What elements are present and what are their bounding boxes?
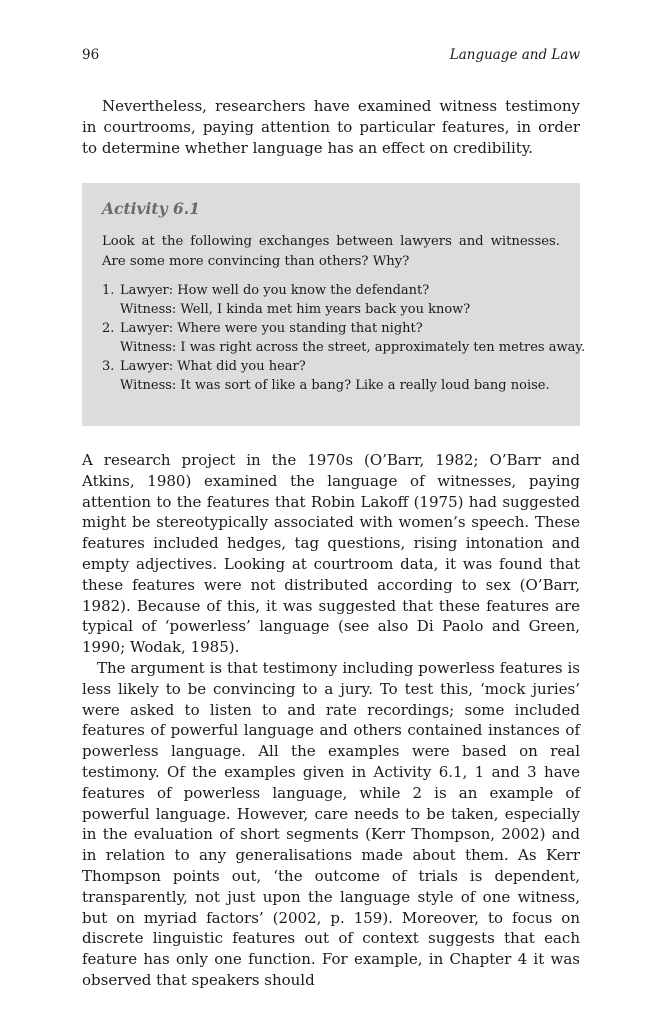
lawyer-line: Lawyer: What did you hear? [120,359,306,374]
exchange-item [102,281,560,319]
body-text [82,450,580,991]
witness-line: Witness: Well, I kinda met him years back you know? [120,302,471,317]
body-paragraph-1: A research project in the 1970s (O’Barr, 1982; O’Barr and Atkins, 1980) examined the language of witnesses, paying attention to the features that Robin Lakoff (1975) had suggested might be stereotypically associated with women’s speech. These features included hedges, tag questions, rising intonation and empty adjectives. Looking at courtroom data, it was found that these features were not distributed according to sex (O’Barr, 1982). Because of this, it was suggested that these features are typical of ‘powerless’ language (see also Di Paolo and Green, 1990; Wodak, 1985). [82,451,580,657]
exchange-item [102,319,586,357]
exchange-list [102,281,586,395]
running-head: Language and Law [449,47,580,63]
activity-prompt: Look at the following exchanges between lawyers and witnesses. Are some more convincing than others? Why? [102,234,560,269]
page-number: 96 [82,47,100,63]
body-paragraph-2: The argument is that testimony including powerless features is less likely to be convincing to a jury. To test this, ‘mock juries’ were asked to listen to and rate recordings; some included features of powerful language and others contained instances of powerless language. All the examples were based on real testimony. Of the examples given in Activity 6.1, 1 and 3 have features of powerless language, while 2 is an example of powerful language. However, care needs to be taken, especially in the evaluation of short segments (Kerr Thompson, 2002) and in relation to any generalisations made about them. As Kerr Thompson points out, ‘the outcome of trials is dependent, transparently, not just upon the language style of one witness, but on myriad factors’ (2002, p. 159). Moreover, to focus on discrete linguistic features out of context suggests that each feature has only one function. For example, in Chapter 4 it was observed that speakers should [82,658,580,989]
lawyer-line: Lawyer: How well do you know the defendant? [120,283,430,298]
exchange-number: 1. [102,283,115,298]
activity-box [82,183,586,426]
witness-line: Witness: It was sort of like a bang? Like a really loud bang noise. [120,378,550,393]
lawyer-line: Lawyer: Where were you standing that night? [120,321,423,336]
intro-paragraph: Nevertheless, researchers have examined witness testimony in courtrooms, paying attention to particular features, in order to determine whether language has an effect on credibility. [82,97,580,157]
page-header [82,47,580,67]
witness-line: Witness: I was right across the street, approximately ten metres away. [120,340,586,355]
exchange-item [102,357,560,395]
exchange-number: 2. [102,321,115,336]
exchange-number: 3. [102,359,115,374]
activity-title: Activity 6.1 [102,199,200,218]
